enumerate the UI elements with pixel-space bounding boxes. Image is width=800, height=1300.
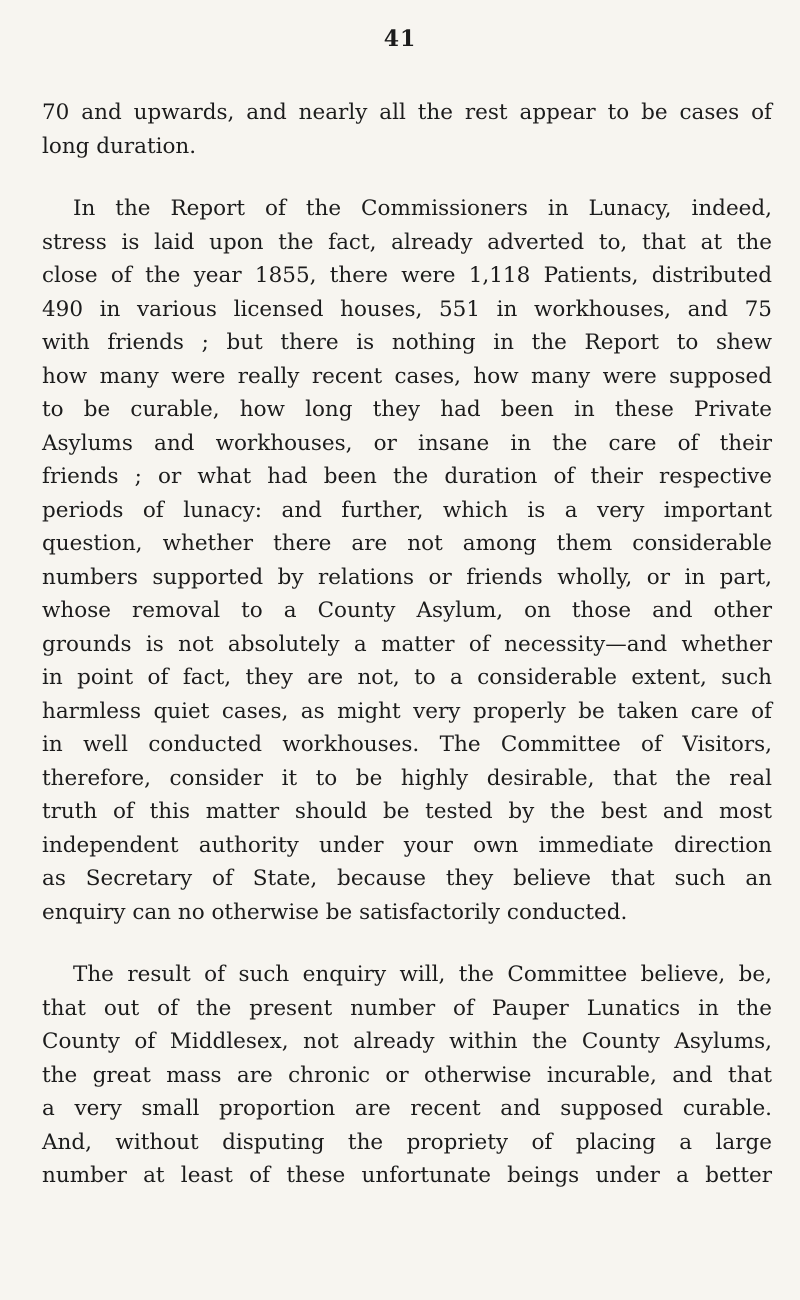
text-line: independent authority under your own immediate direction: [42, 832, 772, 858]
paragraph: [42, 96, 772, 163]
page-number: 41: [383, 26, 417, 52]
text-line: And, without disputing the propriety of placing a large: [42, 1129, 772, 1155]
text-line: a very small proportion are recent and supposed curable.: [42, 1096, 772, 1121]
text-line: with friends ; but there is nothing in the Report to shew: [42, 330, 772, 355]
text-line: enquiry can no otherwise be satisfactorily conducted.: [42, 899, 628, 925]
text-line: therefore, consider it to be highly desirable, that the real: [42, 765, 772, 791]
text-line: the great mass are chronic or otherwise incurable, and that: [42, 1062, 772, 1088]
text-line: that out of the present number of Pauper Lunatics in the: [42, 995, 772, 1021]
text-line: 70 and upwards, and nearly all the rest appear to be cases of: [42, 100, 772, 125]
text-line: in point of fact, they are not, to a considerable extent, such: [42, 665, 772, 690]
paragraph-gap: [42, 929, 772, 958]
text-line: number at least of these unfortunate beings under a better: [42, 1163, 772, 1188]
text-line: numbers supported by relations or friends wholly, or in part,: [42, 564, 772, 590]
text-line: as Secretary of State, because they believe that such an: [42, 866, 772, 891]
text-line: Asylums and workhouses, or insane in the care of their: [42, 430, 772, 456]
text-line: in well conducted workhouses. The Committee of Visitors,: [42, 732, 772, 757]
text-line: close of the year 1855, there were 1,118 Patients, distributed: [42, 263, 772, 288]
text-line: grounds is not absolutely a matter of necessity—and whether: [42, 631, 772, 657]
text-line: periods of lunacy: and further, which is a very important: [42, 497, 772, 523]
paragraph: [42, 192, 772, 929]
text-line: In the Report of the Commissioners in Lunacy, indeed,: [73, 196, 772, 221]
text-line: The result of such enquiry will, the Committee believe, be,: [73, 962, 772, 987]
text-line: harmless quiet cases, as might very properly be taken care of: [42, 698, 772, 724]
text-line: 490 in various licensed houses, 551 in workhouses, and 75: [42, 296, 772, 322]
text-line: whose removal to a County Asylum, on those and other: [42, 598, 772, 623]
text-line: County of Middlesex, not already within the County Asylums,: [42, 1029, 772, 1054]
text-line: friends ; or what had been the duration of their respective: [42, 464, 772, 489]
text-line: long duration.: [42, 133, 197, 159]
paragraph: [42, 958, 772, 1193]
text-line: how many were really recent cases, how many were supposed: [42, 363, 772, 389]
body-text: [42, 96, 772, 1193]
text-line: stress is laid upon the fact, already adverted to, that at the: [42, 229, 772, 255]
text-line: question, whether there are not among them considerable: [42, 531, 772, 556]
text-line: to be curable, how long they had been in these Private: [42, 397, 772, 422]
text-line: truth of this matter should be tested by the best and most: [42, 799, 772, 824]
paragraph-gap: [42, 163, 772, 192]
